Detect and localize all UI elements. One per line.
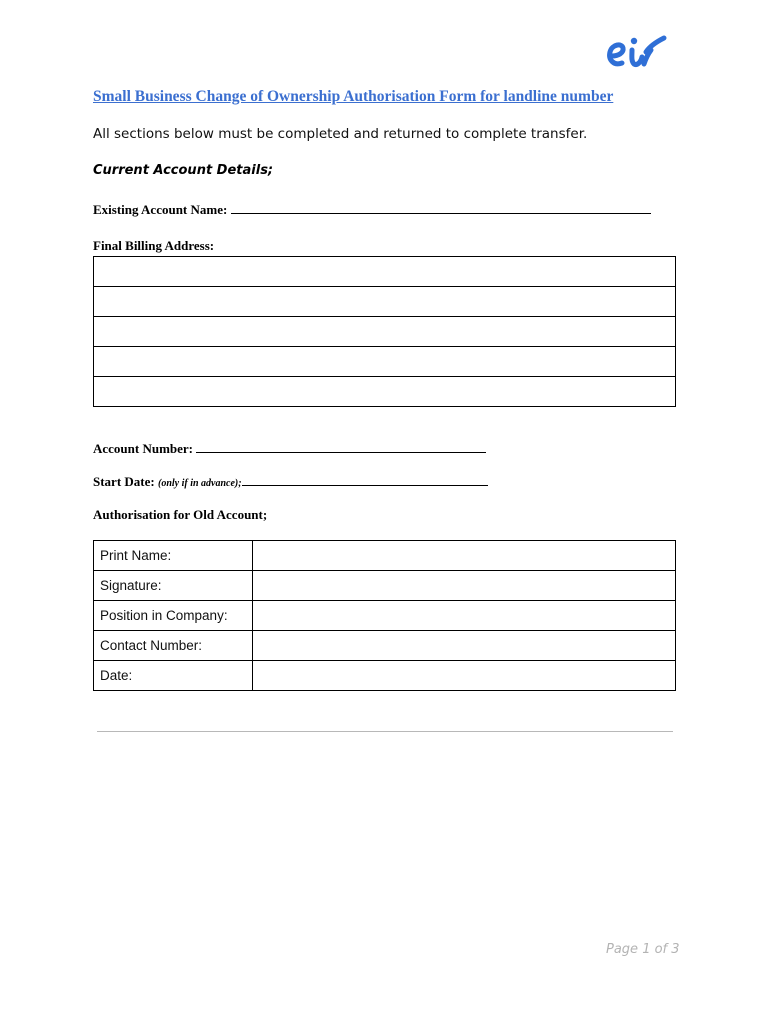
start-date-field[interactable] (242, 473, 488, 486)
start-date-note: (only if in advance); (157, 478, 242, 489)
table-row (94, 601, 676, 631)
current-account-heading: Current Account Details; (93, 163, 274, 178)
table-row (94, 571, 676, 601)
table-row (94, 541, 676, 571)
account-number-label: Account Number: (93, 441, 194, 456)
table-row (94, 631, 676, 661)
eir-logo (604, 28, 674, 72)
intro-text: All sections below must be completed and returned to complete transfer. (93, 126, 588, 142)
print-name-field[interactable] (253, 541, 676, 571)
account-number-row (93, 440, 486, 457)
start-date-label: Start Date: (93, 474, 155, 489)
table-row (94, 661, 676, 691)
address-row (94, 377, 676, 407)
print-name-label: Print Name: (94, 541, 253, 571)
signature-label: Signature: (94, 571, 253, 601)
address-line-2[interactable] (94, 287, 676, 317)
form-title: Small Business Change of Ownership Authorisation Form for landline number (93, 88, 614, 105)
contact-number-label: Contact Number: (94, 631, 253, 661)
account-number-field[interactable] (196, 440, 486, 453)
address-line-4[interactable] (94, 347, 676, 377)
authorisation-table (93, 540, 676, 691)
authorisation-heading: Authorisation for Old Account; (93, 507, 268, 522)
footer-divider (97, 731, 673, 732)
address-row (94, 317, 676, 347)
final-billing-address-label: Final Billing Address: (93, 238, 215, 253)
address-line-3[interactable] (94, 317, 676, 347)
address-line-5[interactable] (94, 377, 676, 407)
address-line-1[interactable] (94, 257, 676, 287)
existing-account-name-row (93, 201, 651, 218)
position-label: Position in Company: (94, 601, 253, 631)
address-row (94, 347, 676, 377)
position-field[interactable] (253, 601, 676, 631)
date-label: Date: (94, 661, 253, 691)
existing-account-name-field[interactable] (231, 201, 651, 214)
contact-number-field[interactable] (253, 631, 676, 661)
existing-account-name-label: Existing Account Name: (93, 202, 228, 217)
signature-field[interactable] (253, 571, 676, 601)
date-field[interactable] (253, 661, 676, 691)
start-date-row (93, 473, 488, 490)
address-row (94, 257, 676, 287)
billing-address-table (93, 256, 676, 407)
address-row (94, 287, 676, 317)
page-indicator: Page 1 of 3 (606, 942, 680, 957)
